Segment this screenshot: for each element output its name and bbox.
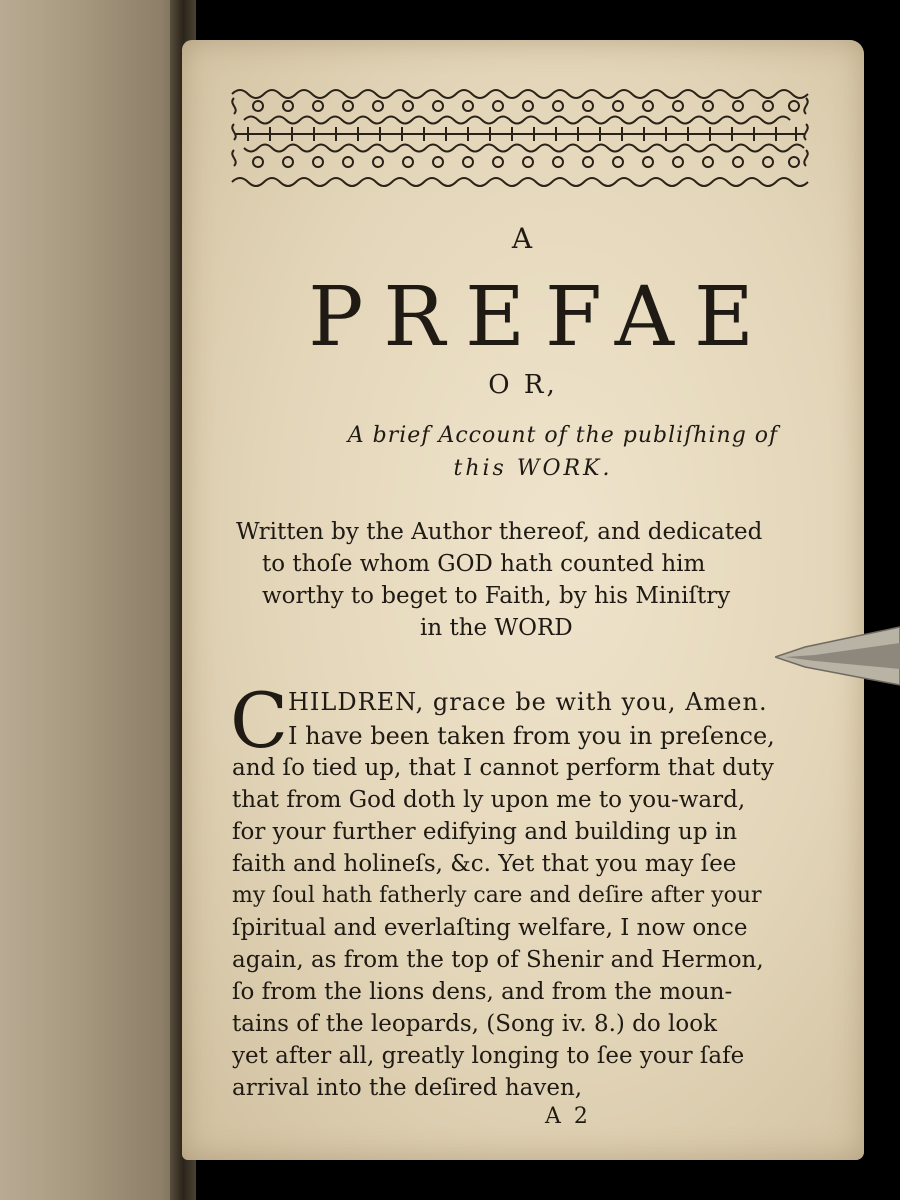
heading-article: A <box>511 222 535 255</box>
subtitle-line-1: A brief Account of the publiſhing of <box>347 423 779 448</box>
body-line: my ſoul hath fatherly care and deſire after your <box>232 883 762 908</box>
printers-ornament-band <box>228 84 812 192</box>
dedication-line: Written by the Author thereof, and dedicated <box>236 519 763 545</box>
body-line: faith and holineſs, &c. Yet that you may ſee <box>232 851 737 877</box>
subtitle-line-2: this WORK. <box>453 456 613 481</box>
body-line: again, as from the top of Shenir and Hermon, <box>232 947 764 973</box>
dedication-line: in the WORD <box>420 615 573 641</box>
left-page <box>0 0 190 1200</box>
heading-or: O R, <box>488 370 558 400</box>
page-title: PREFAE <box>308 270 774 365</box>
body-line: yet after all, greatly longing to ſee your ſafe <box>232 1043 745 1069</box>
signature-mark: A 2 <box>545 1104 591 1129</box>
body-line: ſpiritual and everlaſting welfare, I now once <box>232 915 748 941</box>
dedication-line: to thoſe whom GOD hath counted him <box>262 551 706 577</box>
dedication-line: worthy to beget to Faith, by his Miniſtry <box>262 583 731 609</box>
body-line: I have been taken from you in preſence, <box>288 722 775 750</box>
body-line: ſo from the lions dens, and from the moun- <box>232 979 733 1005</box>
body-line: tains of the leopards, (Song iv. 8.) do look <box>232 1011 718 1037</box>
body-line: HILDREN, grace be with you, Amen. <box>288 688 768 716</box>
ornament-svg <box>228 84 812 192</box>
body-line: arrival into the deſired haven, <box>232 1075 583 1101</box>
body-line: that from God doth ly upon me to you-ward, <box>232 787 746 813</box>
drop-cap: C <box>230 676 289 765</box>
body-line: for your further edifying and building up in <box>232 819 738 845</box>
body-line: and ſo tied up, that I cannot perform that duty <box>232 755 774 781</box>
bookmark-pointer <box>775 625 900 687</box>
